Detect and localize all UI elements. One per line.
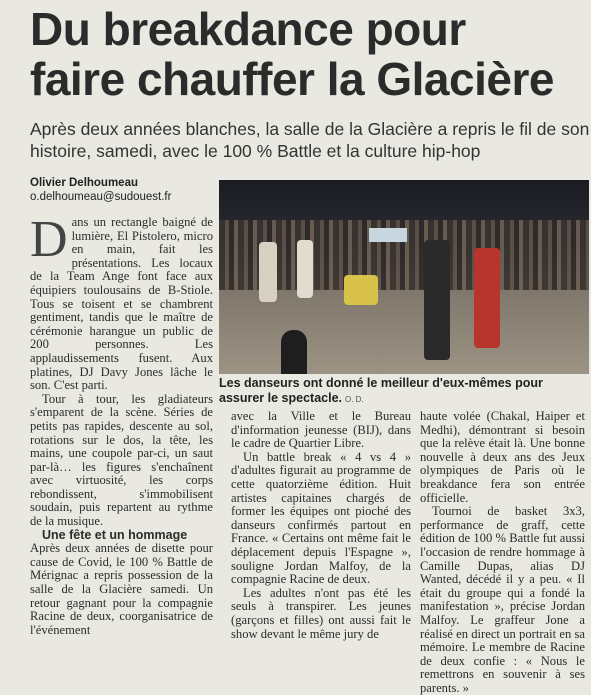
photo-spectator-head <box>281 330 307 374</box>
paragraph-5: Un battle break « 4 vs 4 » d'adultes figurait au programme de cette quatorzième édition. Huit artistes capitaines chargés de former les équipes ont pioché des danseurs confirmés partout en France. « Certains ont même fait le déplacement depuis l'Espagne », souligne Jordan Malfoy, de la compagnie Racine de deux. <box>231 449 411 587</box>
author-email: o.delhoumeau@sudouest.fr <box>30 191 172 203</box>
article-column-1 <box>30 211 213 637</box>
photo-dance-floor <box>219 290 589 374</box>
photo-breakdancer <box>344 275 378 305</box>
photo-banner <box>369 228 407 242</box>
section-subhead: Une fête et un hommage <box>42 527 188 542</box>
headline <box>30 4 590 104</box>
paragraph-7: haute volée (Chakal, Haiper et Medhi), démontrant si besoin que la relève était là. Une bonne nouvelle à deux ans des Jeux olympiques de Paris où le breakdance fera son entrée officielle. <box>420 409 585 505</box>
article-column-3 <box>420 410 585 695</box>
photo-dancer-dark <box>424 240 450 360</box>
photo-dancer-left <box>259 242 277 302</box>
article-photo <box>219 180 589 374</box>
byline <box>30 176 220 204</box>
author-name: Olivier Delhoumeau <box>30 177 139 189</box>
headline-line-2: faire chauffer la Glacière <box>30 53 554 105</box>
photo-dancer-mid <box>297 240 313 298</box>
deck-subtitle: Après deux années blanches, la salle de la Glacière a repris le fil de son histoire, samedi, avec le 100 % Battle et la culture hip-hop <box>30 119 590 161</box>
paragraph-2: Tour à tour, les gladiateurs s'emparent de la scène. Séries de petits pas rapides, descente au sol, rotations sur le dos, la tête, les mains, une coupole par-ci, un saut par-là… les figures s'enchaînent avec virtuosité, les corps rebondissent, s'immobilisent soudain, puis repartent au rythme de la musique. <box>30 391 213 529</box>
drop-cap: D <box>30 211 68 268</box>
paragraph-1-text: ans un rectangle baigné de lumière, El Pistolero, micro en main, fait les présentations. Les locaux de la Team Ange font face aux équipiers toulousains de B-Stiole. Tous se toisent et se chambrent gentiment, tandis que le maître de cérémonie harangue un public de 200 personnes. Les applaudissements fusent. Aux platines, DJ Davy Jones lâche le son. C'est parti. <box>30 215 213 393</box>
article-column-2 <box>231 410 411 641</box>
paragraph-8: Tournoi de basket 3x3, performance de graff, cette édition de 100 % Battle fut aussi l'occasion de rendre hommage à Camille Dupas, alias DJ Wanted, décédé il y a peu. « Il était du groupe qui a fondé la manifestation », précise Jordan Malfoy. Le graffeur Jone a réalisé en direct un portrait en sa mémoire. Le membre de Racine de deux confie : « Nous le remettrons en souvenir à ses parents. » <box>420 504 585 695</box>
photo-dancer-red <box>474 248 500 348</box>
paragraph-6: Les adultes n'ont pas été les seuls à transpirer. Les jeunes (garçons et filles) ont aussi fait le show devant le même jury de <box>231 585 411 641</box>
caption-text: Les danseurs ont donné le meilleur d'eux-mêmes pour assurer le spectacle. <box>219 376 543 405</box>
photo-credit: O. D. <box>345 395 364 404</box>
paragraph-4: avec la Ville et le Bureau d'information jeunesse (BIJ), dans le cadre de Quartier Libre. <box>231 409 411 451</box>
headline-line-1: Du breakdance pour <box>30 3 466 55</box>
paragraph-1 <box>30 211 213 393</box>
paragraph-3: Après deux années de disette pour cause de Covid, le 100 % Battle de Mérignac a repris possession de la salle de la Glacière samedi. Un retour gagnant pour la compagnie Racine de deux, coorganisatrice de l'événement <box>30 541 213 637</box>
photo-caption <box>219 376 589 407</box>
